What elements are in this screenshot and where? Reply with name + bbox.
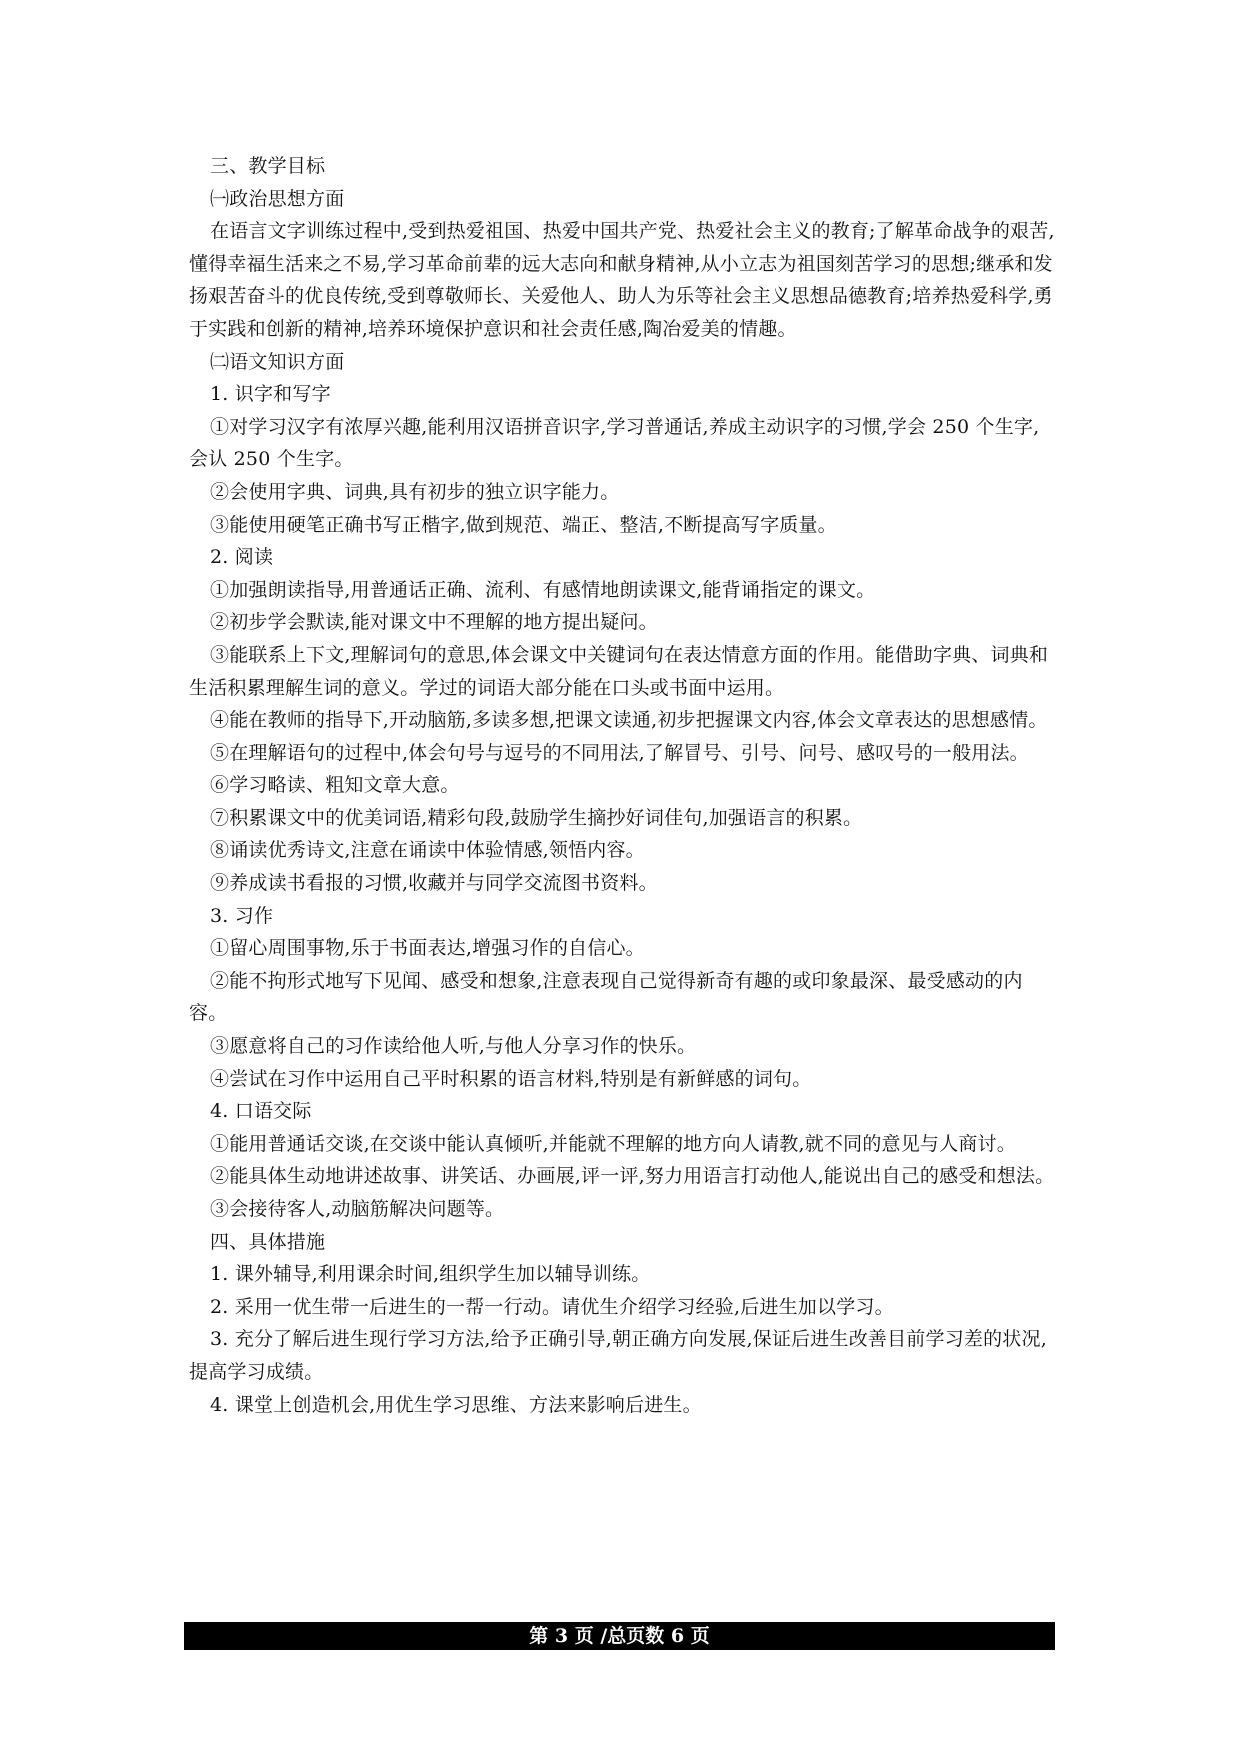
list-item: ⑦积累课文中的优美词语,精彩句段,鼓励学生摘抄好词佳句,加强语言的积累。 bbox=[210, 806, 863, 829]
section-heading-teaching-goals: 三、教学目标 bbox=[210, 155, 326, 177]
list-item: ①加强朗读指导,用普通话正确、流利、有感情地朗读课文,能背诵指定的课文。 bbox=[210, 578, 876, 601]
section-heading-measures: 四、具体措施 bbox=[210, 1230, 326, 1253]
paragraph-political-education: 在语言文字训练过程中,受到热爱祖国、热爱中国共产党、热爱社会主义的教育;了解革命战争的艰苦,懂得幸福生活来之不易,学习革命前辈的远大志向和献身精神,从小立志为祖国刻苦学习的思想;继承和发扬艰苦奋斗的优良传统,受到尊敬师长、关爱他人、助人为乐等社会主义思想品德教育;培养热爱科学,勇于实践和创新的精神,培养环境保护意识和社会责任感,陶冶爱美的情趣。 bbox=[189, 220, 1055, 340]
list-item: ③能联系上下文,理解词句的意思,体会课文中关键词句在表达情意方面的作用。能借助字典、词典和生活积累理解生词的意义。学过的词语大部分能在口头或书面中运用。 bbox=[189, 643, 1049, 699]
list-item: ②会使用字典、词典,具有初步的独立识字能力。 bbox=[210, 480, 620, 503]
list-item: ②能不拘形式地写下见闻、感受和想象,注意表现自己觉得新奇有趣的或印象最深、最受感动的内容。 bbox=[189, 969, 1023, 1025]
list-item: ④能在教师的指导下,开动脑筋,多读多想,把课文读通,初步把握课文内容,体会文章表达的思想感情。 bbox=[210, 709, 1048, 732]
list-item: 2. 采用一优生带一后进生的一帮一行动。请优生介绍学习经验,后进生加以学习。 bbox=[210, 1295, 894, 1318]
list-item: ②能具体生动地讲述故事、讲笑话、办画展,评一评,努力用语言打动他人,能说出自己的感受和想法。 bbox=[210, 1165, 1055, 1188]
list-item: ⑧诵读优秀诗文,注意在诵读中体验情感,领悟内容。 bbox=[210, 839, 645, 862]
list-item: ⑥学习略读、粗知文章大意。 bbox=[210, 774, 460, 797]
list-item: ①对学习汉字有浓厚兴趣,能利用汉语拼音识字,学习普通话,养成主动识字的习惯,学会 250 个生字,会认 250 个生字。 bbox=[189, 415, 1040, 471]
item-heading-oral-communication: 4. 口语交际 bbox=[210, 1100, 312, 1123]
list-item: ⑨养成读书看报的习惯,收藏并与同学交流图书资料。 bbox=[210, 872, 658, 895]
item-heading-literacy-writing: 1. 识字和写字 bbox=[210, 383, 331, 406]
subsection-heading-political: ㈠政治思想方面 bbox=[210, 187, 345, 210]
list-item: ①能用普通话交谈,在交谈中能认真倾听,并能就不理解的地方向人请教,就不同的意见与人商讨。 bbox=[210, 1132, 1016, 1155]
page-number-label: 第 3 页 /总页数 6 页 bbox=[529, 1625, 710, 1647]
list-item: 4. 课堂上创造机会,用优生学习思维、方法来影响后进生。 bbox=[210, 1393, 702, 1416]
list-item: ③会接待客人,动脑筋解决问题等。 bbox=[210, 1198, 505, 1220]
list-item: 3. 充分了解后进生现行学习方法,给予正确引导,朝正确方向发展,保证后进生改善目前学习差的状况,提高学习成绩。 bbox=[189, 1328, 1047, 1383]
item-heading-composition: 3. 习作 bbox=[210, 904, 274, 927]
list-item: ⑤在理解语句的过程中,体会句号与逗号的不同用法,了解冒号、引号、问号、感叹号的一般用法。 bbox=[210, 741, 1029, 764]
list-item: ④尝试在习作中运用自己平时积累的语言材料,特别是有新鲜感的词句。 bbox=[210, 1067, 812, 1090]
list-item: ③能使用硬笔正确书写正楷字,做到规范、端正、整洁,不断提高写字质量。 bbox=[210, 513, 837, 536]
item-heading-reading: 2. 阅读 bbox=[210, 546, 274, 569]
list-item: ③愿意将自己的习作读给他人听,与他人分享习作的快乐。 bbox=[210, 1035, 697, 1058]
list-item: 1. 课外辅导,利用课余时间,组织学生加以辅导训练。 bbox=[210, 1263, 651, 1286]
page-footer bbox=[184, 1622, 1055, 1650]
list-item: ①留心周围事物,乐于书面表达,增强习作的自信心。 bbox=[210, 937, 645, 960]
list-item: ②初步学会默读,能对课文中不理解的地方提出疑问。 bbox=[210, 611, 658, 634]
subsection-heading-chinese-knowledge: ㈡语文知识方面 bbox=[210, 350, 345, 373]
document-body bbox=[189, 150, 1055, 1421]
